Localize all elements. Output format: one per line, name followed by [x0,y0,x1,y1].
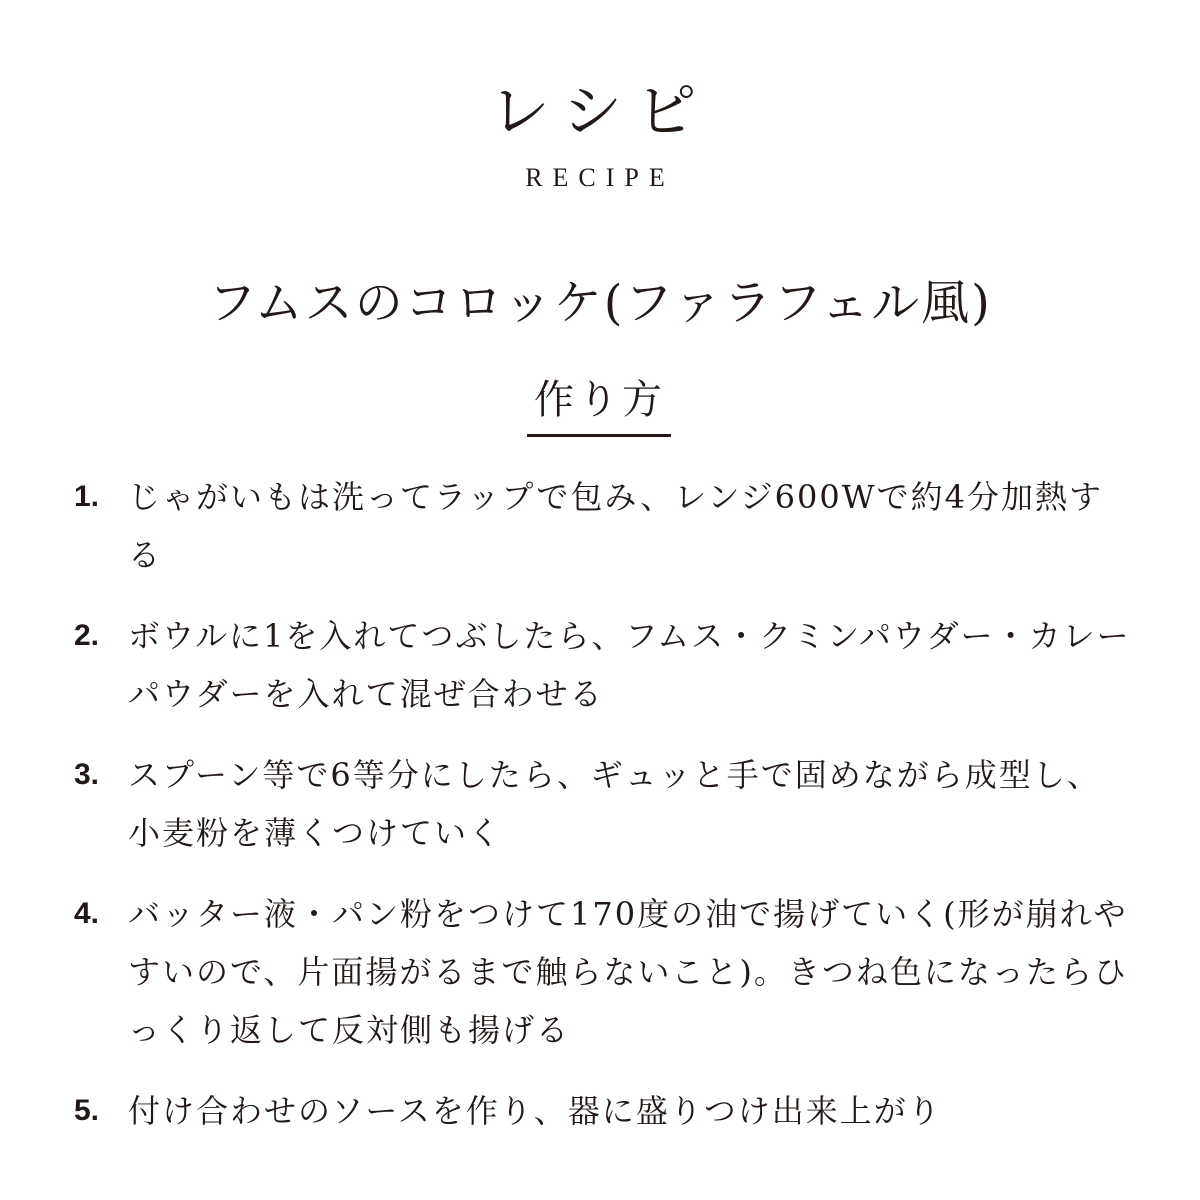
step-number: 3. [74,758,100,791]
step-item [74,746,1134,862]
step-number: 5. [74,1094,100,1127]
step-number: 1. [74,480,100,513]
step-item [74,607,1134,723]
step-text: 付け合わせのソースを作り、器に盛りつけ出来上がり [128,1092,942,1130]
dish-title: フムスのコロッケ(ファラフェル風) [208,275,992,331]
step-number: 2. [74,619,100,652]
step-item [74,468,1134,584]
step-number: 4. [74,897,100,930]
header-title: レシピ [489,77,711,147]
step-text: スプーン等で6等分にしたら、ギュッと手で固めながら成型し、小麦粉を薄くつけていく [128,756,1101,852]
steps-list [74,468,1134,1163]
step-text: じゃがいもは洗ってラップで包み、レンジ600Wで約4分加熱する [128,478,1103,574]
step-item [74,885,1134,1059]
step-text: バッター液・パン粉をつけて170度の油で揚げていく(形が崩れやすいので、片面揚がるまで触らないこと)。きつね色になったらひっくり返して反対側も揚げる [128,895,1128,1049]
section-underline [527,434,671,437]
step-item [74,1082,1134,1140]
header-subtitle: RECIPE [525,163,675,192]
step-text: ボウルに1を入れてつぶしたら、フムス・クミンパウダー・カレーパウダーを入れて混ぜ合わせる [128,617,1131,713]
section-heading: 作り方 [534,377,666,423]
